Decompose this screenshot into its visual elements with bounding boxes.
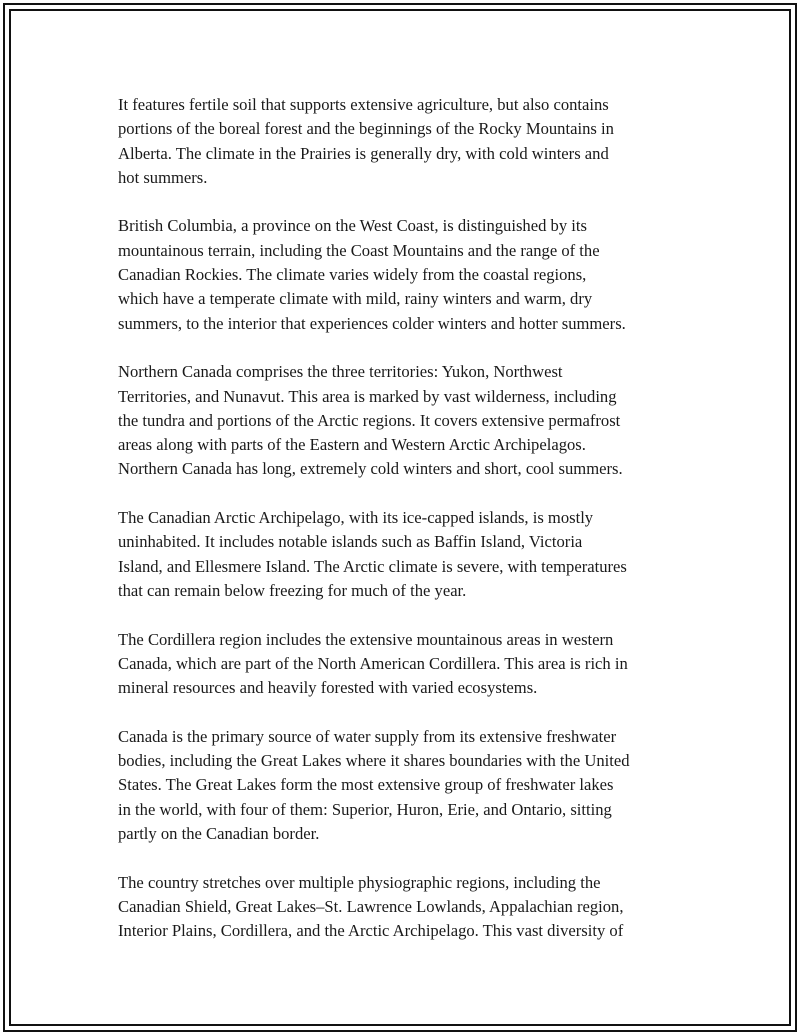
text-line: States. The Great Lakes form the most extensive group of freshwater lakes bbox=[118, 775, 614, 795]
text-line: Canada, which are part of the North American Cordillera. This area is rich in bbox=[118, 653, 628, 673]
text-line: uninhabited. It includes notable islands such as Baffin Island, Victoria bbox=[118, 532, 583, 552]
text-line: mountainous terrain, including the Coast Mountains and the range of the bbox=[118, 240, 600, 260]
document-body bbox=[118, 93, 690, 968]
text-line: Canadian Rockies. The climate varies widely from the coastal regions, bbox=[118, 265, 587, 285]
text-line: British Columbia, a province on the West Coast, is distinguished by its bbox=[118, 216, 587, 236]
text-line: Alberta. The climate in the Prairies is generally dry, with cold winters and bbox=[118, 143, 609, 163]
text-line: portions of the boreal forest and the beginnings of the Rocky Mountains in bbox=[118, 119, 614, 139]
text-line: that can remain below freezing for much of the year. bbox=[118, 580, 467, 600]
paragraph-cordillera bbox=[118, 628, 690, 701]
text-line: in the world, with four of them: Superior, Huron, Erie, and Ontario, sitting bbox=[118, 799, 612, 819]
paragraph-arctic-archipelago bbox=[118, 506, 690, 603]
paragraph-northern-canada bbox=[118, 360, 690, 481]
text-line: Canada is the primary source of water supply from its extensive freshwater bbox=[118, 726, 617, 746]
paragraph-british-columbia bbox=[118, 214, 690, 335]
text-line: hot summers. bbox=[118, 167, 208, 187]
text-line: It features fertile soil that supports extensive agriculture, but also contains bbox=[118, 95, 609, 114]
paragraph-prairies bbox=[118, 93, 690, 190]
text-line: Northern Canada has long, extremely cold winters and short, cool summers. bbox=[118, 459, 623, 479]
text-line: Territories, and Nunavut. This area is marked by vast wilderness, including bbox=[118, 386, 617, 406]
text-line: which have a temperate climate with mild, rainy winters and warm, dry bbox=[118, 289, 593, 309]
text-line: bodies, including the Great Lakes where it shares boundaries with the United bbox=[118, 751, 630, 771]
text-line: the tundra and portions of the Arctic regions. It covers extensive permafrost bbox=[118, 410, 621, 430]
text-line: The Canadian Arctic Archipelago, with its ice-capped islands, is mostly bbox=[118, 508, 594, 528]
text-line: Canadian Shield, Great Lakes–St. Lawrence Lowlands, Appalachian region, bbox=[118, 896, 624, 916]
text-line: partly on the Canadian border. bbox=[118, 823, 320, 843]
text-line: The Cordillera region includes the extensive mountainous areas in western bbox=[118, 629, 614, 649]
text-line: Northern Canada comprises the three territories: Yukon, Northwest bbox=[118, 362, 563, 382]
text-line: summers, to the interior that experiences colder winters and hotter summers. bbox=[118, 313, 626, 333]
text-line: Interior Plains, Cordillera, and the Arctic Archipelago. This vast diversity of bbox=[118, 921, 624, 941]
text-line: Island, and Ellesmere Island. The Arctic climate is severe, with temperatures bbox=[118, 556, 627, 576]
text-line: mineral resources and heavily forested with varied ecosystems. bbox=[118, 678, 538, 698]
text-line: The country stretches over multiple physiographic regions, including the bbox=[118, 872, 601, 892]
paragraph-great-lakes bbox=[118, 725, 690, 846]
text-line: areas along with parts of the Eastern and Western Arctic Archipelagos. bbox=[118, 435, 586, 455]
paragraph-physiographic-regions bbox=[118, 871, 690, 944]
